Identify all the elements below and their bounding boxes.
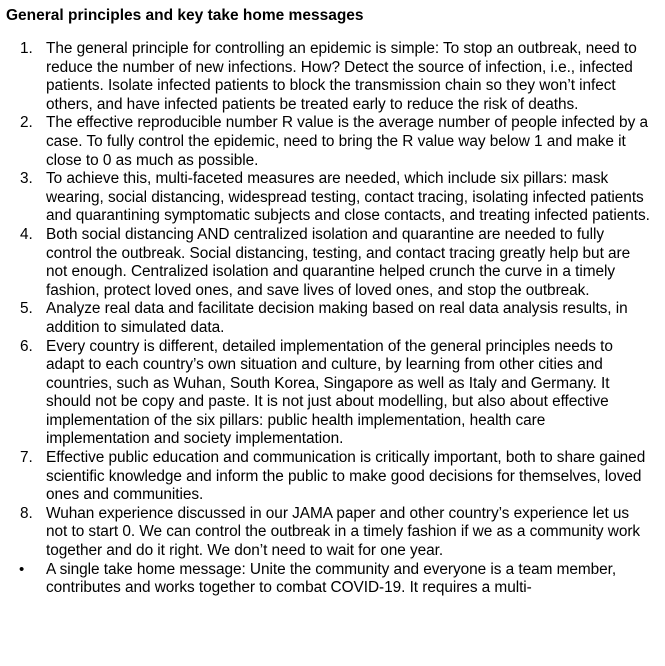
list-item-1 [0, 40, 665, 114]
list-marker: 3. [20, 170, 33, 188]
list-item-5 [0, 300, 665, 337]
list-item-text: Analyze real data and facilitate decision making based on real data analysis results, in addition to simulated data. [46, 300, 628, 336]
list-marker: 1. [20, 40, 33, 57]
list-marker: 6. [20, 337, 33, 355]
list-marker: 7. [20, 449, 33, 467]
bullet-icon: • [19, 560, 25, 578]
list-item-text: The general principle for controlling an epidemic is simple: To stop an outbreak, need to reduce the number of new infections. How? Detect the source of infection, i.e., infected patients. Isolate infected patients to block the transmission chain so they won’t infect others, and have infected patients be treated early to reduce the risk of deaths. [46, 40, 637, 113]
list-item-text: Every country is different, detailed implementation of the general principles needs to adapt to each country’s own situation and culture, by learning from other cities and countries, such as Wuhan, South Korea, Singapore as well as Italy and Germany. It should not be copy and paste. It is not just about modelling, but also about effective implementation of the six pillars: public health implementation, health care implementation and society implementation. [46, 337, 613, 448]
document-heading: General principles and key take home messages [6, 7, 364, 24]
list-marker: 5. [20, 300, 33, 318]
list-marker: 4. [20, 225, 33, 243]
list-marker: 2. [20, 114, 33, 132]
list-item-text: Effective public education and communication is critically important, both to share gained scientific knowledge and inform the public to make good decisions for themselves, loved ones and communities. [46, 449, 646, 504]
list-item-text: Wuhan experience discussed in our JAMA paper and other country’s experience let us not to start 0. We can control the outbreak in a timely fashion if we as a community work together and do it right. We don’t need to wait for one year. [46, 504, 641, 560]
list-item-text: A single take home message: Unite the community and everyone is a team member, contributes and works together to combat COVID-19. It requires a multi- [46, 560, 617, 597]
list-marker: 8. [20, 504, 33, 522]
principles-list [0, 40, 665, 598]
list-item-3 [0, 170, 665, 226]
list-item-bullet [0, 561, 665, 598]
list-item-text: To achieve this, multi-faceted measures are needed, which include six pillars: mask wearing, social distancing, widespread testing, contact tracing, isolating infected patients and quarantining symptomatic subjects and close contacts, and treating infected patients. [46, 170, 650, 225]
list-item-8 [0, 505, 665, 561]
list-item-6 [0, 338, 665, 450]
list-item-7 [0, 449, 665, 505]
list-item-text: The effective reproducible number R value is the average number of people infected by a case. To fully control the epidemic, need to bring the R value way below 1 and make it close to 0 as much as possible. [46, 114, 648, 169]
list-item-4 [0, 226, 665, 300]
list-item-2 [0, 114, 665, 170]
list-item-text: Both social distancing AND centralized isolation and quarantine are needed to fully control the outbreak. Social distancing, testing, and contact tracing greatly help but are not enough. Centralized isolation and quarantine helped crunch the curve in a timely fashion, protect loved ones, and save lives of loved ones, and stop the outbreak. [46, 225, 631, 299]
